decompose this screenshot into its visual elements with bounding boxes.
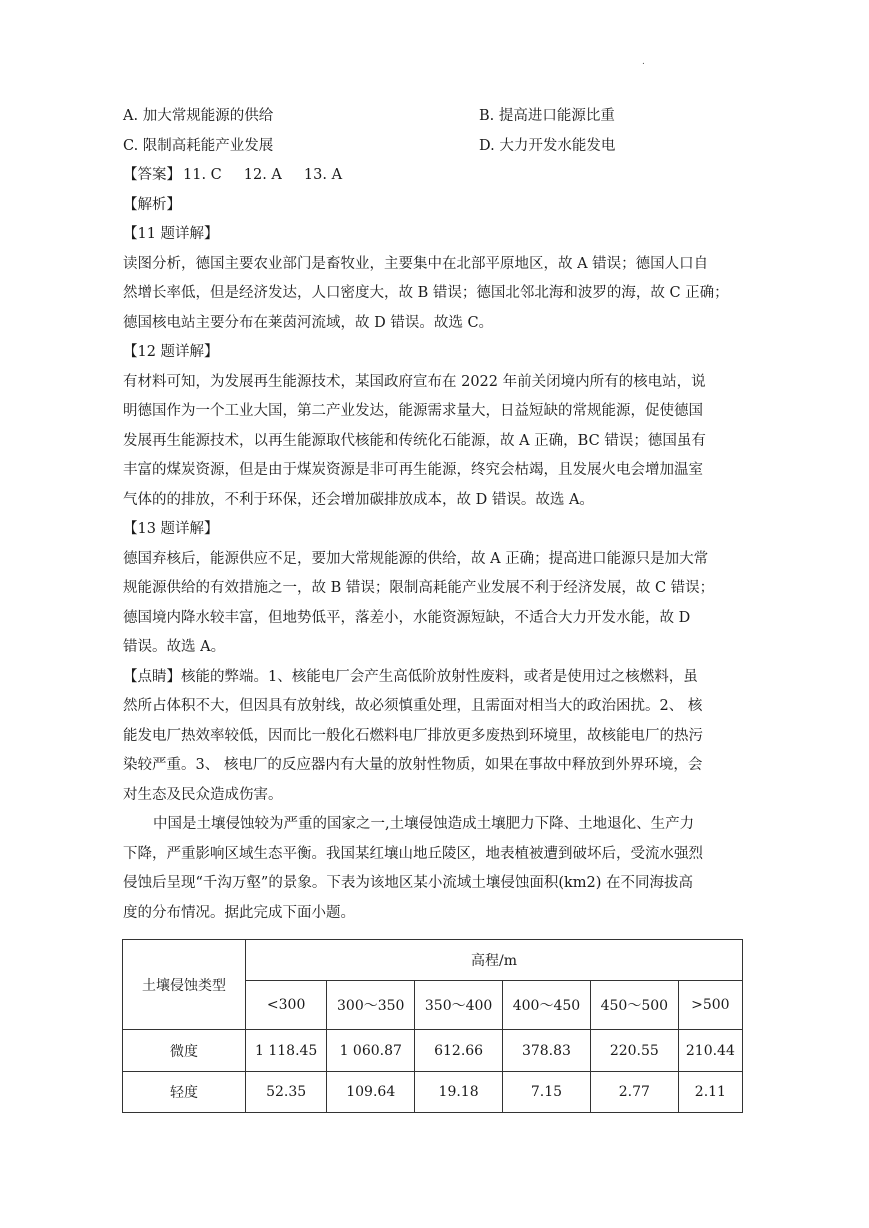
answer-line xyxy=(123,161,743,191)
analysis-heading: 【解析】 xyxy=(123,196,181,213)
answer-q12: 12. A xyxy=(243,167,282,183)
q11-line: 读图分析，德国主要农业部门是畜牧业，主要集中在北部平原地区，故 A 错误；德国人口自 xyxy=(123,255,709,272)
intro-line: 侵蚀后呈现“千沟万壑”的景象。下表为该地区某小流域土壤侵蚀面积(km2) 在不同海拔高 xyxy=(123,875,694,891)
column-header: 450～500 xyxy=(590,981,678,1030)
answer-label: 【答案】 xyxy=(123,167,181,183)
tip-line: 对生态及民众造成伤害。 xyxy=(123,786,283,803)
table-header-row xyxy=(123,940,743,981)
column-header: 400～450 xyxy=(503,981,591,1030)
answer-q13: 13. A xyxy=(303,167,343,183)
q13-line: 德国弃核后，能源供应不足，要加大常规能源的供给，故 A 正确；提高进口能源只是加大常 xyxy=(123,550,709,567)
document-body xyxy=(123,102,743,928)
q11-line: 然增长率低，但是经济发达，人口密度大，故 B 错误；德国北邻北海和波罗的海，故 C 正确； xyxy=(123,285,729,301)
q12-line: 气体的的排放，不利于环保，还会增加碳排放成本，故 D 错误。故选 A。 xyxy=(123,491,594,508)
q12-line: 明德国作为一个工业大国，第二产业发达，能源需求量大，日益短缺的常规能源，促使德国 xyxy=(123,403,703,419)
table-cell: 220.55 xyxy=(590,1030,678,1072)
table-cell: 378.83 xyxy=(503,1030,591,1072)
intro-line: 下降，严重影响区域生态平衡。我国某红壤山地丘陵区，地表植被遭到破坏后，受流水强烈 xyxy=(123,845,703,862)
tip-line: 【点睛】核能的弊端。1、核能电厂会产生高低阶放射性废料，或者是使用过之核燃料，虽 xyxy=(123,668,698,685)
options-row-1 xyxy=(123,102,743,132)
table-cell: 1 118.45 xyxy=(246,1030,327,1072)
tip-line: 能发电厂热效率较低，因而比一般化石燃料电厂排放更多废热到环境里，故核能电厂的热污 xyxy=(123,727,703,744)
q12-heading: 【12 题详解】 xyxy=(123,344,219,360)
erosion-type-cell: 轻度 xyxy=(123,1072,246,1113)
option-c: C. 限制高耗能产业发展 xyxy=(123,137,274,154)
table-cell: 210.44 xyxy=(678,1030,742,1072)
column-header: >500 xyxy=(678,981,742,1030)
q12-line: 发展再生能源技术，以再生能源取代核能和传统化石能源，故 A 正确，BC 错误；德国虽有 xyxy=(123,432,706,449)
table-cell: 612.66 xyxy=(415,1030,503,1072)
column-header: <300 xyxy=(246,981,327,1030)
row-header-cell: 土壤侵蚀类型 xyxy=(123,940,246,1030)
table-cell: 19.18 xyxy=(415,1072,503,1113)
tip-line: 然所占体积不大，但因具有放射线，故必须慎重处理，且需面对相当大的政治困扰。2、 核 xyxy=(123,698,703,714)
q11-heading: 【11 题详解】 xyxy=(123,226,219,242)
elevation-group-header: 高程/m xyxy=(246,940,743,981)
erosion-type-cell: 微度 xyxy=(123,1030,246,1072)
intro-line: 中国是土壤侵蚀较为严重的国家之一,土壤侵蚀造成土壤肥力下降、土地退化、生产力 xyxy=(153,816,695,832)
table-cell: 1 060.87 xyxy=(327,1030,415,1072)
option-a: A. 加大常规能源的供给 xyxy=(123,108,274,124)
q13-line: 德国境内降水较丰富，但地势低平，落差小，水能资源短缺，不适合大力开发水能，故 D xyxy=(123,609,691,626)
column-header: 350～400 xyxy=(415,981,503,1030)
table-row xyxy=(123,1072,743,1113)
q13-heading: 【13 题详解】 xyxy=(123,521,219,537)
q13-line: 错误。故选 A。 xyxy=(123,639,226,655)
intro-line: 度的分布情况。据此完成下面小题。 xyxy=(123,904,355,921)
table-cell: 2.11 xyxy=(678,1072,742,1113)
table-row xyxy=(123,1030,743,1072)
options-row-2 xyxy=(123,132,743,162)
table-cell: 52.35 xyxy=(246,1072,327,1113)
q13-line: 规能源供给的有效措施之一，故 B 错误；限制高耗能产业发展不利于经济发展，故 C 错误； xyxy=(123,580,715,596)
q12-line: 有材料可知，为发展再生能源技术，某国政府宣布在 2022 年前关闭境内所有的核电站，说 xyxy=(123,373,706,390)
q11-line: 德国核电站主要分布在莱茵河流域，故 D 错误。故选 C。 xyxy=(123,314,494,331)
option-d: D. 大力开发水能发电 xyxy=(479,137,616,154)
column-header: 300～350 xyxy=(327,981,415,1030)
page-marker-dot: . xyxy=(642,57,645,67)
erosion-table xyxy=(122,939,743,1113)
tip-line: 染较严重。3、 核电厂的反应器内有大量的放射性物质，如果在事故中释放到外界环境，会 xyxy=(123,757,703,773)
option-b: B. 提高进口能源比重 xyxy=(479,108,615,124)
table-cell: 109.64 xyxy=(327,1072,415,1113)
q12-line: 丰富的煤炭资源，但是由于煤炭资源是非可再生能源，终究会枯竭，且发展火电会增加温室 xyxy=(123,462,703,478)
table-cell: 7.15 xyxy=(503,1072,591,1113)
table-cell: 2.77 xyxy=(590,1072,678,1113)
answer-q11: 11. C xyxy=(183,167,222,183)
